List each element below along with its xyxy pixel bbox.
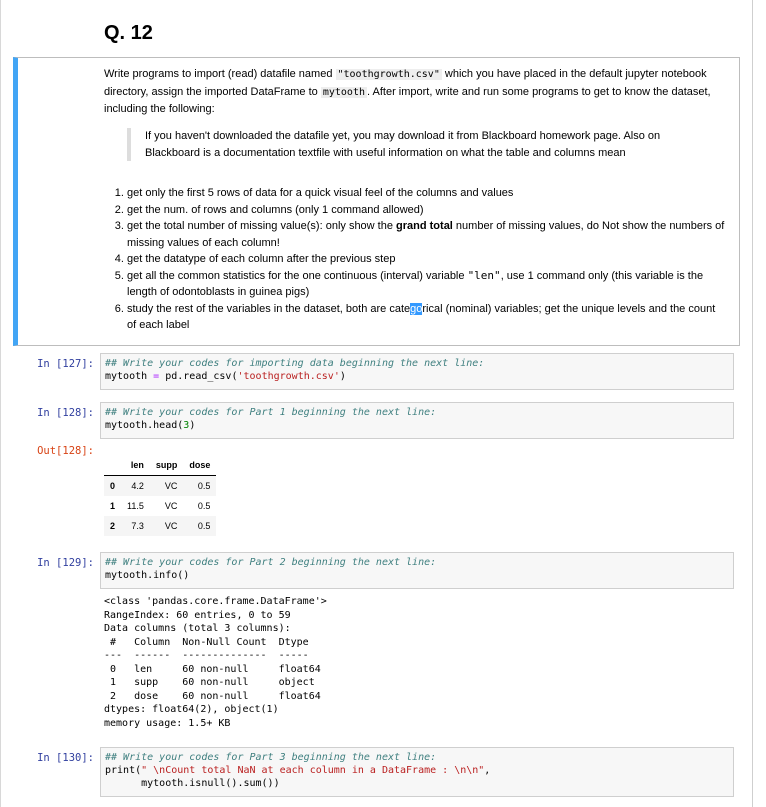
task-5 <box>127 268 727 301</box>
table-cell: VC <box>164 501 178 511</box>
task-5-text-2: , use 1 command only (this variable is the length of odontoblasts in guinea pigs) <box>127 269 704 298</box>
code-cell-import[interactable] <box>100 353 734 390</box>
input-prompt: In [129]: <box>37 557 94 569</box>
code-token: pd.read_csv( <box>159 371 238 382</box>
task-3 <box>127 218 727 251</box>
task-1 <box>127 185 727 202</box>
task-6-text-2: rical (nominal) variables; get the unique levels and the count of each label <box>127 302 716 331</box>
info-output: <class 'pandas.core.frame.DataFrame'> RangeIndex: 60 entries, 0 to 59 Data columns (total 3 columns): # Column Non-Null Count Dtype --- ------ -------------- ----- 0 len 60 non-null float64 1 supp 60 non-null object 2 dose 60 non-null float64 dtypes: float64(2), object(1) memory usage: 1.5+ KB <box>104 596 327 729</box>
intro-text-4: . After import, write and run some programs to get to know the dataset, <box>367 85 711 98</box>
code-token: ) <box>339 371 346 382</box>
table-row <box>104 476 216 497</box>
task-6 <box>127 301 727 334</box>
table-cell: 0.5 <box>197 481 211 491</box>
output-prompt: Out[128]: <box>37 445 94 457</box>
task-5-text: get all the common statistics for the one continuous (interval) variable <box>127 269 468 282</box>
code-token: mytooth.head( <box>105 420 184 431</box>
code-comment: ## Write your codes for Part 2 beginning the next line: <box>105 557 437 568</box>
text-selection-highlight[interactable]: go <box>410 302 423 315</box>
intro-text: Write programs to import (read) datafile named <box>104 68 336 80</box>
row-index: 1 <box>110 501 116 511</box>
table-header: supp <box>150 455 184 476</box>
task-4-text: get the datatype of each column after the previous step <box>127 253 396 265</box>
code-token: mytooth.info() <box>105 570 190 581</box>
task-2 <box>127 202 727 219</box>
intro-text-3: directory, assign the imported DataFrame to <box>104 85 321 98</box>
intro-text-5: including the following: <box>104 103 215 115</box>
code-cell-part2[interactable] <box>100 552 734 589</box>
intro-filename: "toothgrowth.csv" <box>337 69 440 80</box>
table-cell: VC <box>164 481 178 491</box>
table-cell: 0.5 <box>197 521 211 531</box>
intro-text-2: which you have placed in the default jupyter notebook <box>441 68 707 80</box>
table-cell: 7.3 <box>131 521 144 531</box>
task-3-text-2: number of missing values, do Not show the numbers of missing values of each column! <box>127 220 725 249</box>
page-left-edge <box>0 0 1 807</box>
code-comment: ## Write your codes for Part 1 beginning the next line: <box>105 407 437 418</box>
code-cell-part1[interactable] <box>100 402 734 439</box>
code-token: mytooth <box>105 371 154 382</box>
table-cell: VC <box>164 521 178 531</box>
row-index: 0 <box>110 481 116 491</box>
intro-varname: mytooth <box>322 86 365 98</box>
row-index: 2 <box>110 521 116 531</box>
code-string: " \nCount total NaN at each column in a DataFrame : \n\n" <box>141 765 485 776</box>
code-number: 3 <box>183 420 190 431</box>
code-string: 'toothgrowth.csv' <box>237 371 340 382</box>
code-token: ) <box>189 420 196 431</box>
table-header <box>104 455 121 476</box>
quote-line-1: If you haven't downloaded the datafile yet, you may download it from Blackboard homework page. Also on <box>145 130 661 142</box>
code-comment: ## Write your codes for Part 3 beginning the next line: <box>105 752 437 763</box>
task-2-text: get the num. of rows and columns (only 1 command allowed) <box>127 203 424 216</box>
code-operator: = <box>153 371 160 382</box>
task-5-code: "len" <box>467 268 501 282</box>
task-list <box>104 185 727 334</box>
code-token: print( <box>105 765 142 776</box>
task-4 <box>127 251 727 268</box>
task-1-text: get only the first 5 rows of data for a quick visual feel of the columns and values <box>127 187 514 199</box>
input-prompt: In [130]: <box>37 752 94 764</box>
table-header: dose <box>183 455 216 476</box>
quote-line-2: Blackboard is a documentation textfile with useful information on what the table and columns mean <box>145 146 626 159</box>
task-3-bold: grand total <box>396 220 453 232</box>
table-row <box>104 496 216 516</box>
code-token: , <box>484 765 491 776</box>
table-cell: 0.5 <box>197 501 211 511</box>
task-6-text: study the rest of the variables in the dataset, both are cate <box>127 302 411 315</box>
input-prompt: In [127]: <box>37 358 94 370</box>
table-cell: 4.2 <box>131 481 144 491</box>
blockquote-note <box>127 128 733 161</box>
question-title: Q. 12 <box>104 22 153 44</box>
code-token: mytooth.isnull().sum()) <box>105 778 280 789</box>
code-comment: ## Write your codes for importing data beginning the next line: <box>105 358 485 369</box>
table-header: len <box>121 455 150 476</box>
input-prompt: In [128]: <box>37 407 94 419</box>
table-row <box>104 516 216 536</box>
markdown-intro <box>104 66 729 118</box>
page-right-edge <box>752 0 753 807</box>
table-header-row <box>104 455 216 476</box>
dataframe-output <box>104 455 216 536</box>
code-cell-part3[interactable] <box>100 747 734 797</box>
task-3-text: get the total number of missing value(s): only show the <box>127 220 397 232</box>
table-cell: 11.5 <box>127 501 144 511</box>
